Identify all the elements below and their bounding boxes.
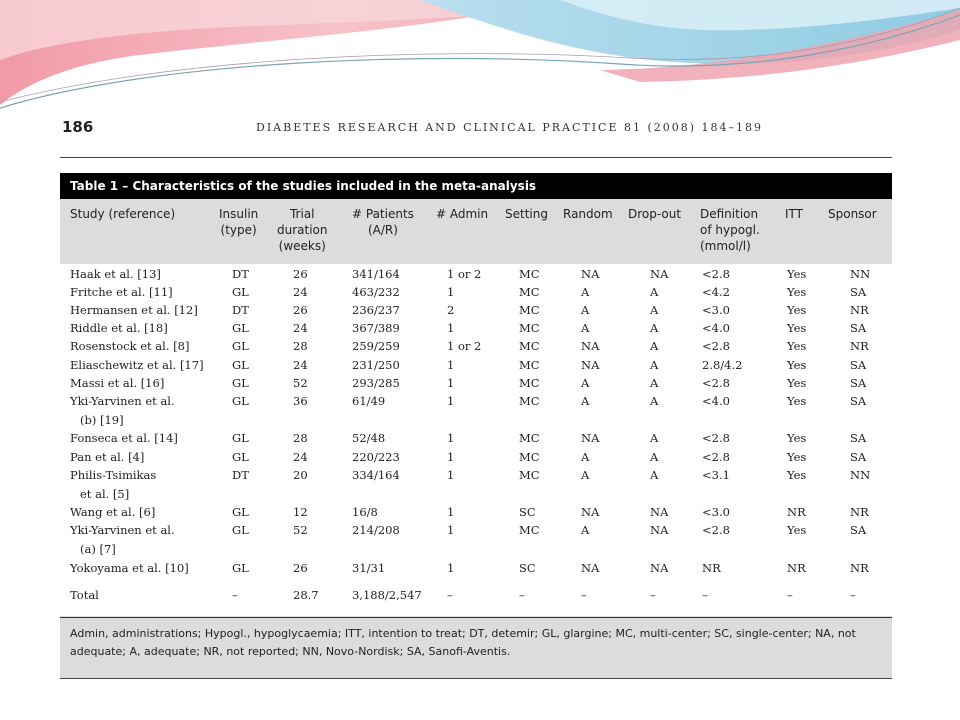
cell-study: Fritche et al. [11]: [70, 285, 173, 299]
cell-sponsor: NR: [850, 303, 869, 317]
table-bottom-rule: [60, 617, 892, 618]
cell-itt: Yes: [787, 450, 807, 464]
cell-hypogl: <2.8: [702, 339, 730, 353]
cell-hypogl: <4.2: [702, 285, 730, 299]
cell-duration: 52: [293, 376, 308, 390]
cell-itt: Yes: [787, 523, 807, 537]
cell-setting: MC: [519, 468, 540, 482]
cell-dropout: NA: [650, 267, 669, 281]
cell-admin: 2: [447, 303, 455, 317]
cell-patients: 236/237: [352, 303, 400, 317]
cell-patients: 3,188/2,547: [352, 588, 422, 602]
cell-setting: MC: [519, 303, 540, 317]
cell-study: Fonseca et al. [14]: [70, 431, 178, 445]
cell-dropout: A: [650, 321, 659, 335]
cell-random: A: [581, 450, 590, 464]
column-header-insulin: Insulin (type): [219, 207, 259, 237]
cell-study: Total: [70, 588, 99, 602]
cell-random: A: [581, 468, 590, 482]
cell-insulin: GL: [232, 358, 249, 372]
journal-running-header: DIABETES RESEARCH AND CLINICAL PRACTICE 81 (2008) 184–189: [256, 121, 764, 134]
cell-sponsor: NN: [850, 468, 871, 482]
cell-random: A: [581, 394, 590, 408]
table-header: [60, 199, 892, 264]
cell-insulin: GL: [232, 339, 249, 353]
cell-itt: Yes: [787, 285, 807, 299]
cell-setting: –: [519, 588, 525, 602]
cell-hypogl: <3.0: [702, 505, 730, 519]
cell-admin: 1: [447, 505, 455, 519]
cell-admin: 1: [447, 468, 455, 482]
cell-itt: Yes: [787, 267, 807, 281]
cell-admin: 1 or 2: [447, 267, 482, 281]
cell-study: (a) [7]: [80, 542, 116, 556]
cell-hypogl: <2.8: [702, 267, 730, 281]
cell-setting: MC: [519, 394, 540, 408]
cell-insulin: GL: [232, 505, 249, 519]
cell-study: (b) [19]: [80, 413, 124, 427]
cell-patients: 16/8: [352, 505, 378, 519]
cell-admin: 1: [447, 376, 455, 390]
cell-admin: 1: [447, 358, 455, 372]
cell-insulin: GL: [232, 321, 249, 335]
cell-random: NA: [581, 267, 600, 281]
cell-patients: 220/223: [352, 450, 400, 464]
cell-patients: 259/259: [352, 339, 400, 353]
cell-dropout: A: [650, 285, 659, 299]
cell-sponsor: NN: [850, 267, 871, 281]
cell-study: Rosenstock et al. [8]: [70, 339, 190, 353]
cell-itt: Yes: [787, 431, 807, 445]
cell-setting: MC: [519, 321, 540, 335]
cell-duration: 26: [293, 267, 308, 281]
cell-patients: 293/285: [352, 376, 400, 390]
footnote-rule: [60, 678, 892, 679]
characteristics-table: [60, 173, 892, 679]
cell-study: et al. [5]: [80, 487, 130, 501]
cell-insulin: GL: [232, 450, 249, 464]
cell-itt: Yes: [787, 303, 807, 317]
cell-insulin: DT: [232, 267, 249, 281]
cell-setting: MC: [519, 376, 540, 390]
cell-dropout: A: [650, 450, 659, 464]
cell-hypogl: <2.8: [702, 523, 730, 537]
cell-setting: SC: [519, 505, 536, 519]
cell-dropout: A: [650, 394, 659, 408]
cell-study: Philis-Tsimikas: [70, 468, 157, 482]
column-header-patients: # Patients (A/R): [352, 207, 414, 237]
column-header-duration: Trial duration (weeks): [277, 207, 328, 253]
table-body: [60, 264, 892, 616]
cell-study: Yki-Yarvinen et al.: [70, 523, 175, 537]
cell-itt: –: [787, 588, 793, 602]
cell-patients: 334/164: [352, 468, 400, 482]
cell-setting: MC: [519, 285, 540, 299]
column-header-random: Random: [563, 207, 613, 221]
cell-duration: 36: [293, 394, 308, 408]
cell-patients: 61/49: [352, 394, 386, 408]
cell-sponsor: SA: [850, 321, 867, 335]
table-footnote: Admin, administrations; Hypogl., hypoglycaemia; ITT, intention to treat; DT, detemir; GL, glargine; MC, multi-center; SC, single-center; NA, not adequate; A, adequate; NR, not reported; NN, Novo-Nordisk; SA, Sanofi-Aventis.: [60, 616, 892, 678]
cell-setting: MC: [519, 267, 540, 281]
cell-duration: 24: [293, 450, 308, 464]
decorative-wave-banner: [0, 0, 960, 110]
cell-hypogl: <2.8: [702, 450, 730, 464]
cell-patients: 463/232: [352, 285, 400, 299]
cell-itt: Yes: [787, 339, 807, 353]
cell-sponsor: SA: [850, 431, 867, 445]
cell-random: NA: [581, 358, 600, 372]
cell-random: NA: [581, 505, 600, 519]
cell-sponsor: SA: [850, 450, 867, 464]
column-header-setting: Setting: [505, 207, 548, 221]
cell-hypogl: 2.8/4.2: [702, 358, 743, 372]
cell-dropout: NA: [650, 505, 669, 519]
cell-study: Yki-Yarvinen et al.: [70, 394, 175, 408]
column-header-admin: # Admin: [436, 207, 489, 221]
cell-admin: 1 or 2: [447, 339, 482, 353]
cell-admin: 1: [447, 561, 455, 575]
cell-patients: 231/250: [352, 358, 400, 372]
column-header-dropout: Drop-out: [628, 207, 682, 221]
cell-insulin: GL: [232, 285, 249, 299]
cell-study: Massi et al. [16]: [70, 376, 165, 390]
cell-hypogl: <4.0: [702, 321, 730, 335]
cell-duration: 52: [293, 523, 308, 537]
cell-admin: 1: [447, 450, 455, 464]
cell-duration: 24: [293, 285, 308, 299]
cell-insulin: GL: [232, 431, 249, 445]
cell-hypogl: NR: [702, 561, 721, 575]
cell-random: NA: [581, 431, 600, 445]
cell-sponsor: SA: [850, 376, 867, 390]
cell-itt: Yes: [787, 358, 807, 372]
cell-dropout: A: [650, 358, 659, 372]
cell-dropout: A: [650, 303, 659, 317]
cell-itt: Yes: [787, 394, 807, 408]
cell-itt: Yes: [787, 376, 807, 390]
cell-random: NA: [581, 561, 600, 575]
cell-admin: 1: [447, 523, 455, 537]
cell-random: A: [581, 376, 590, 390]
cell-sponsor: NR: [850, 561, 869, 575]
cell-hypogl: <4.0: [702, 394, 730, 408]
cell-setting: MC: [519, 431, 540, 445]
cell-insulin: GL: [232, 394, 249, 408]
cell-duration: 26: [293, 303, 308, 317]
cell-hypogl: <2.8: [702, 376, 730, 390]
cell-study: Haak et al. [13]: [70, 267, 161, 281]
cell-patients: 367/389: [352, 321, 400, 335]
cell-itt: Yes: [787, 468, 807, 482]
cell-patients: 341/164: [352, 267, 400, 281]
cell-duration: 28.7: [293, 588, 319, 602]
cell-insulin: –: [232, 588, 238, 602]
cell-insulin: GL: [232, 523, 249, 537]
cell-dropout: A: [650, 376, 659, 390]
cell-sponsor: SA: [850, 394, 867, 408]
column-header-sponsor: Sponsor: [828, 207, 877, 221]
cell-itt: NR: [787, 505, 806, 519]
cell-patients: 52/48: [352, 431, 386, 445]
cell-dropout: NA: [650, 523, 669, 537]
cell-admin: 1: [447, 321, 455, 335]
cell-dropout: A: [650, 468, 659, 482]
cell-insulin: GL: [232, 561, 249, 575]
cell-random: NA: [581, 339, 600, 353]
cell-admin: 1: [447, 431, 455, 445]
cell-random: A: [581, 285, 590, 299]
cell-study: Pan et al. [4]: [70, 450, 145, 464]
cell-admin: 1: [447, 394, 455, 408]
cell-random: –: [581, 588, 587, 602]
cell-dropout: A: [650, 431, 659, 445]
cell-insulin: DT: [232, 468, 249, 482]
cell-duration: 12: [293, 505, 308, 519]
cell-setting: SC: [519, 561, 536, 575]
cell-study: Yokoyama et al. [10]: [70, 561, 189, 575]
table-title: Table 1 – Characteristics of the studies included in the meta-analysis: [60, 173, 892, 199]
cell-duration: 28: [293, 431, 308, 445]
cell-insulin: DT: [232, 303, 249, 317]
page-number: 186: [62, 118, 94, 136]
cell-study: Hermansen et al. [12]: [70, 303, 198, 317]
cell-sponsor: NR: [850, 505, 869, 519]
cell-dropout: NA: [650, 561, 669, 575]
cell-admin: 1: [447, 285, 455, 299]
cell-duration: 24: [293, 358, 308, 372]
cell-hypogl: <3.0: [702, 303, 730, 317]
column-header-itt: ITT: [785, 207, 803, 221]
cell-study: Wang et al. [6]: [70, 505, 156, 519]
column-header-study: Study (reference): [70, 207, 176, 221]
cell-dropout: –: [650, 588, 656, 602]
cell-study: Eliaschewitz et al. [17]: [70, 358, 204, 372]
cell-duration: 24: [293, 321, 308, 335]
cell-sponsor: SA: [850, 523, 867, 537]
cell-hypogl: <2.8: [702, 431, 730, 445]
cell-setting: MC: [519, 358, 540, 372]
cell-random: A: [581, 523, 590, 537]
header-rule: [60, 157, 892, 158]
cell-setting: MC: [519, 523, 540, 537]
cell-admin: –: [447, 588, 453, 602]
cell-setting: MC: [519, 339, 540, 353]
column-header-hypogl-definition: Definition of hypogl. (mmol/l): [700, 207, 760, 253]
cell-insulin: GL: [232, 376, 249, 390]
cell-patients: 214/208: [352, 523, 400, 537]
cell-duration: 28: [293, 339, 308, 353]
cell-dropout: A: [650, 339, 659, 353]
cell-sponsor: SA: [850, 358, 867, 372]
cell-patients: 31/31: [352, 561, 386, 575]
cell-setting: MC: [519, 450, 540, 464]
cell-sponsor: SA: [850, 285, 867, 299]
cell-itt: Yes: [787, 321, 807, 335]
cell-random: A: [581, 321, 590, 335]
cell-hypogl: –: [702, 588, 708, 602]
cell-duration: 20: [293, 468, 308, 482]
cell-random: A: [581, 303, 590, 317]
cell-itt: NR: [787, 561, 806, 575]
cell-hypogl: <3.1: [702, 468, 730, 482]
cell-study: Riddle et al. [18]: [70, 321, 168, 335]
cell-sponsor: NR: [850, 339, 869, 353]
cell-sponsor: –: [850, 588, 856, 602]
cell-duration: 26: [293, 561, 308, 575]
